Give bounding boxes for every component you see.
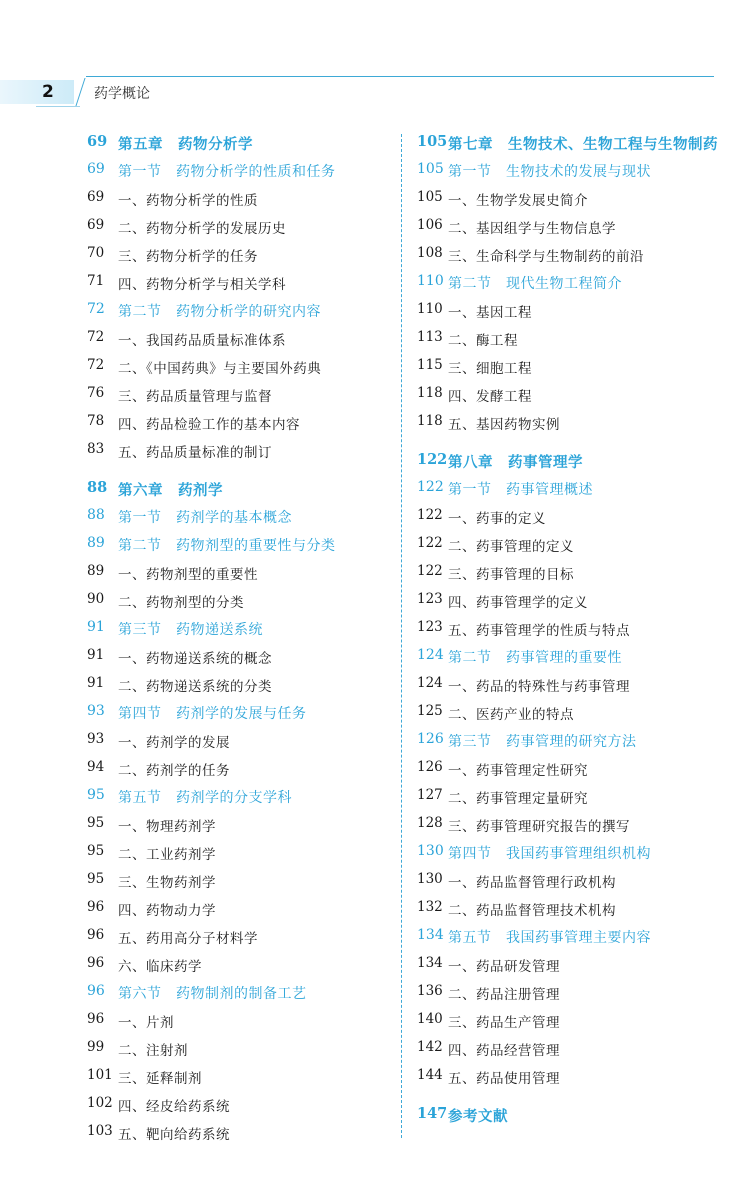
toc-page-number: 91: [87, 619, 105, 635]
toc-title: 第三节 药事管理的研究方法: [448, 734, 637, 750]
toc-entry-item[interactable]: [417, 1008, 717, 1036]
toc-title: 四、药物动力学: [118, 903, 216, 919]
toc-page-number: 89: [87, 535, 105, 551]
toc-title: 四、药品经营管理: [448, 1043, 560, 1059]
toc-page-number: 76: [87, 385, 105, 401]
toc-entry-item[interactable]: [87, 1120, 387, 1148]
toc-entry-item[interactable]: [87, 242, 387, 270]
toc-page-number: 83: [87, 441, 105, 457]
toc-page-number: 72: [87, 329, 105, 345]
toc-page-number: 90: [87, 591, 105, 607]
toc-entry-section[interactable]: [87, 298, 387, 326]
section-gap: [417, 1092, 717, 1102]
toc-title: 一、药物分析学的性质: [118, 193, 258, 209]
toc-title: 四、经皮给药系统: [118, 1099, 230, 1115]
toc-page-number: 95: [87, 787, 105, 803]
toc-page-number: 122: [417, 535, 443, 551]
toc-page-number: 69: [87, 189, 105, 205]
toc-page-number: 106: [417, 217, 443, 233]
toc-title: 第二节 现代生物工程简介: [448, 276, 622, 292]
toc-title: 第四节 我国药事管理组织机构: [448, 846, 651, 862]
toc-title: 第五节 药剂学的分支学科: [118, 790, 292, 806]
toc-title: 第五章 药物分析学: [118, 136, 253, 153]
toc-page-number: 91: [87, 675, 105, 691]
toc-entry-section[interactable]: [87, 616, 387, 644]
toc-page-number: 94: [87, 759, 105, 775]
toc-title: 一、药剂学的发展: [118, 735, 230, 751]
toc-entry-item[interactable]: [417, 700, 717, 728]
toc-title: 二、工业药剂学: [118, 847, 216, 863]
toc-title: 三、生命科学与生物制药的前沿: [448, 249, 644, 265]
toc-page-number: 105: [417, 161, 444, 177]
toc-page-number: 123: [417, 619, 443, 635]
toc-entry-item[interactable]: [417, 896, 717, 924]
toc-title: 第二节 药物剂型的重要性与分类: [118, 538, 336, 554]
toc-title: 五、药品使用管理: [448, 1071, 560, 1087]
toc-title: 五、基因药物实例: [448, 417, 560, 433]
toc-page-number: 88: [87, 479, 108, 496]
toc-entry-section[interactable]: [87, 532, 387, 560]
toc-page-number: 105: [417, 133, 448, 150]
toc-page-number: 134: [417, 927, 444, 943]
toc-page-number: 71: [87, 273, 105, 289]
toc-title: 二、药品注册管理: [448, 987, 560, 1003]
toc-title: 二、药物剂型的分类: [118, 595, 244, 611]
toc-title: 二、药剂学的任务: [118, 763, 230, 779]
toc-title: 三、延释制剂: [118, 1071, 202, 1087]
toc-entry-item[interactable]: [417, 784, 717, 812]
toc-entry-item[interactable]: [417, 354, 717, 382]
toc-page-number: 101: [87, 1067, 113, 1083]
toc-entry-item[interactable]: [87, 840, 387, 868]
header-underline: [36, 106, 80, 107]
toc-page-number: 140: [417, 1011, 443, 1027]
toc-entry-item[interactable]: [87, 952, 387, 980]
toc-entry-item[interactable]: [87, 896, 387, 924]
toc-entry-item[interactable]: [417, 868, 717, 896]
toc-entry-item[interactable]: [87, 1008, 387, 1036]
toc-title: 二、基因组学与生物信息学: [448, 221, 616, 237]
page-header: [0, 76, 750, 106]
toc-title: 二、酶工程: [448, 333, 518, 349]
toc-page-number: 124: [417, 647, 444, 663]
toc-title: 三、药事管理的目标: [448, 567, 574, 583]
toc-entry-section[interactable]: [417, 158, 717, 186]
toc-entry-item[interactable]: [417, 382, 717, 410]
toc-page-number: 69: [87, 133, 108, 150]
toc-page-number: 128: [417, 815, 443, 831]
toc-entry-section[interactable]: [87, 980, 387, 1008]
toc-title: 第一节 药物分析学的性质和任务: [118, 164, 336, 180]
toc-entry-section[interactable]: [417, 840, 717, 868]
toc-entry-item[interactable]: [87, 560, 387, 588]
book-title: 药学概论: [94, 86, 150, 102]
toc-entry-section[interactable]: [417, 476, 717, 504]
toc-entry-item[interactable]: [417, 980, 717, 1008]
toc-page-number: 123: [417, 591, 443, 607]
toc-page-number: 132: [417, 899, 443, 915]
toc-entry-section[interactable]: [417, 728, 717, 756]
toc-entry-item[interactable]: [87, 214, 387, 242]
header-rule: [86, 76, 714, 77]
section-gap: [417, 438, 717, 448]
toc-title: 第二节 药物分析学的研究内容: [118, 304, 321, 320]
toc-title: 第八章 药事管理学: [448, 454, 583, 471]
toc-page-number: 110: [417, 301, 443, 317]
toc-entry-item[interactable]: [417, 1064, 717, 1092]
toc-entry-item[interactable]: [417, 214, 717, 242]
toc-entry-item[interactable]: [87, 812, 387, 840]
toc-entry-section[interactable]: [417, 270, 717, 298]
toc-page-number: 113: [417, 329, 443, 345]
toc-title: 第一节 药剂学的基本概念: [118, 510, 292, 526]
header-divider: [75, 78, 85, 106]
toc-entry-item[interactable]: [417, 952, 717, 980]
toc-page-number: 147: [417, 1105, 448, 1122]
page-number: 2: [42, 82, 54, 102]
toc-page-number: 126: [417, 759, 443, 775]
toc-page-number: 72: [87, 301, 105, 317]
toc-entry-item[interactable]: [417, 756, 717, 784]
toc-page-number: 136: [417, 983, 443, 999]
toc-page-number: 122: [417, 451, 448, 468]
toc-entry-chapter[interactable]: [417, 130, 717, 158]
toc-entry-item[interactable]: [87, 672, 387, 700]
toc-entry-item[interactable]: [87, 354, 387, 382]
toc-page-number: 122: [417, 479, 444, 495]
toc-page-number: 108: [417, 245, 443, 261]
toc-title: 四、发酵工程: [448, 389, 532, 405]
toc-title: 四、药品检验工作的基本内容: [118, 417, 300, 433]
toc-page-number: 124: [417, 675, 443, 691]
toc-entry-item[interactable]: [417, 616, 717, 644]
toc-page-number: 122: [417, 507, 443, 523]
toc-page-number: 105: [417, 189, 443, 205]
toc-page-number: 96: [87, 955, 105, 971]
toc-title: 第六章 药剂学: [118, 482, 223, 499]
toc-title: 一、药物剂型的重要性: [118, 567, 258, 583]
toc-entry-item[interactable]: [87, 588, 387, 616]
column-divider: [401, 134, 402, 1138]
toc-title: 第五节 我国药事管理主要内容: [448, 930, 651, 946]
toc-title: 三、药品生产管理: [448, 1015, 560, 1031]
toc-page-number: 95: [87, 815, 105, 831]
toc-entry-section[interactable]: [417, 924, 717, 952]
toc-page-number: 93: [87, 731, 105, 747]
toc-title: 二、医药产业的特点: [448, 707, 574, 723]
toc-entry-item[interactable]: [417, 326, 717, 354]
toc-entry-item[interactable]: [417, 242, 717, 270]
toc-entry-item[interactable]: [87, 382, 387, 410]
toc-title: 一、药事的定义: [448, 511, 546, 527]
toc-page-number: 91: [87, 647, 105, 663]
toc-entry-item[interactable]: [87, 728, 387, 756]
toc-page-number: 69: [87, 161, 105, 177]
toc-title: 五、药品质量标准的制订: [118, 445, 272, 461]
toc-title: 一、物理药剂学: [118, 819, 216, 835]
toc-entry-section[interactable]: [87, 700, 387, 728]
toc-entry-chapter[interactable]: [417, 1102, 717, 1130]
toc-entry-item[interactable]: [87, 1064, 387, 1092]
section-gap: [87, 466, 387, 476]
toc-page-number: 110: [417, 273, 444, 289]
toc-entry-item[interactable]: [87, 644, 387, 672]
toc-entry-section[interactable]: [87, 504, 387, 532]
toc-page-number: 96: [87, 983, 105, 999]
toc-title: 六、临床药学: [118, 959, 202, 975]
toc-page-number: 115: [417, 357, 443, 373]
toc-page-number: 89: [87, 563, 105, 579]
toc-page-number: 118: [417, 413, 443, 429]
toc-page-number: 78: [87, 413, 105, 429]
toc-page-number: 96: [87, 1011, 105, 1027]
toc-entry-item[interactable]: [417, 1036, 717, 1064]
toc-entry-item[interactable]: [87, 326, 387, 354]
toc-title: 二、注射剂: [118, 1043, 188, 1059]
toc-title: 参考文献: [448, 1108, 508, 1125]
toc-title: 二、《中国药典》与主要国外药典: [118, 361, 322, 377]
toc-entry-chapter[interactable]: [417, 448, 717, 476]
toc-page-number: 95: [87, 871, 105, 887]
toc-title: 第七章 生物技术、生物工程与生物制药: [448, 136, 718, 153]
toc-entry-chapter[interactable]: [87, 130, 387, 158]
toc-entry-item[interactable]: [87, 868, 387, 896]
toc-page-number: 72: [87, 357, 105, 373]
toc-page-number: 103: [87, 1123, 113, 1139]
toc-entry-section[interactable]: [417, 644, 717, 672]
toc-title: 五、药用高分子材料学: [118, 931, 258, 947]
toc-page-number: 70: [87, 245, 105, 261]
toc-page-number: 122: [417, 563, 443, 579]
toc-title: 一、片剂: [118, 1015, 174, 1031]
toc-title: 二、药品监督管理技术机构: [448, 903, 616, 919]
toc-page-number: 142: [417, 1039, 443, 1055]
toc-title: 一、生物学发展史简介: [448, 193, 588, 209]
toc-title: 三、药物分析学的任务: [118, 249, 258, 265]
toc-entry-item[interactable]: [417, 812, 717, 840]
page-number-tab: [0, 80, 74, 104]
toc-title: 第一节 药事管理概述: [448, 482, 593, 498]
toc-entry-item[interactable]: [417, 410, 717, 438]
toc-entry-section[interactable]: [87, 784, 387, 812]
toc-page-number: 93: [87, 703, 105, 719]
toc-page-number: 127: [417, 787, 443, 803]
toc-title: 二、药事管理的定义: [448, 539, 574, 555]
toc-title: 一、药物递送系统的概念: [118, 651, 272, 667]
toc-title: 五、靶向给药系统: [118, 1127, 230, 1143]
toc-page-number: 144: [417, 1067, 443, 1083]
toc-title: 一、药品监督管理行政机构: [448, 875, 616, 891]
toc-right-column: [417, 130, 717, 1130]
toc-page-number: 69: [87, 217, 105, 233]
toc-title: 一、药品的特殊性与药事管理: [448, 679, 630, 695]
toc-entry-item[interactable]: [417, 504, 717, 532]
toc-entry-item[interactable]: [417, 298, 717, 326]
toc-title: 三、药事管理研究报告的撰写: [448, 819, 630, 835]
toc-page-number: 96: [87, 927, 105, 943]
toc-page-number: 130: [417, 843, 444, 859]
toc-entry-item[interactable]: [87, 924, 387, 952]
toc-entry-item[interactable]: [417, 560, 717, 588]
toc-page-number: 88: [87, 507, 105, 523]
toc-title: 三、药品质量管理与监督: [118, 389, 272, 405]
toc-title: 四、药物分析学与相关学科: [118, 277, 286, 293]
toc-title: 一、我国药品质量标准体系: [118, 333, 286, 349]
toc-entry-item[interactable]: [417, 588, 717, 616]
toc-title: 一、基因工程: [448, 305, 532, 321]
toc-page-number: 118: [417, 385, 443, 401]
toc-title: 二、药物递送系统的分类: [118, 679, 272, 695]
toc-page-number: 99: [87, 1039, 105, 1055]
toc-left-column: [87, 130, 387, 1148]
toc-entry-item[interactable]: [417, 532, 717, 560]
toc-title: 四、药事管理学的定义: [448, 595, 588, 611]
toc-title: 二、药物分析学的发展历史: [118, 221, 286, 237]
toc-title: 一、药事管理定性研究: [448, 763, 588, 779]
toc-entry-chapter[interactable]: [87, 476, 387, 504]
toc-page-number: 96: [87, 899, 105, 915]
toc-page-number: 95: [87, 843, 105, 859]
toc-entry-item[interactable]: [87, 1092, 387, 1120]
toc-page-number: 102: [87, 1095, 113, 1111]
toc-entry-item[interactable]: [87, 186, 387, 214]
toc-entry-section[interactable]: [87, 158, 387, 186]
toc-title: 第二节 药事管理的重要性: [448, 650, 622, 666]
toc-entry-item[interactable]: [87, 270, 387, 298]
toc-entry-item[interactable]: [87, 410, 387, 438]
toc-entry-item[interactable]: [87, 756, 387, 784]
toc-page-number: 126: [417, 731, 444, 747]
toc-entry-item[interactable]: [417, 672, 717, 700]
toc-entry-item[interactable]: [87, 1036, 387, 1064]
toc-title: 三、生物药剂学: [118, 875, 216, 891]
toc-title: 二、药事管理定量研究: [448, 791, 588, 807]
toc-page-number: 130: [417, 871, 443, 887]
toc-page-number: 125: [417, 703, 443, 719]
toc-entry-item[interactable]: [417, 186, 717, 214]
toc-title: 一、药品研发管理: [448, 959, 560, 975]
toc-entry-item[interactable]: [87, 438, 387, 466]
toc-title: 第四节 药剂学的发展与任务: [118, 706, 307, 722]
toc-title: 五、药事管理学的性质与特点: [448, 623, 630, 639]
toc-title: 第三节 药物递送系统: [118, 622, 263, 638]
toc-page-number: 134: [417, 955, 443, 971]
toc-title: 第一节 生物技术的发展与现状: [448, 164, 651, 180]
toc-title: 三、细胞工程: [448, 361, 532, 377]
toc-title: 第六节 药物制剂的制备工艺: [118, 986, 307, 1002]
